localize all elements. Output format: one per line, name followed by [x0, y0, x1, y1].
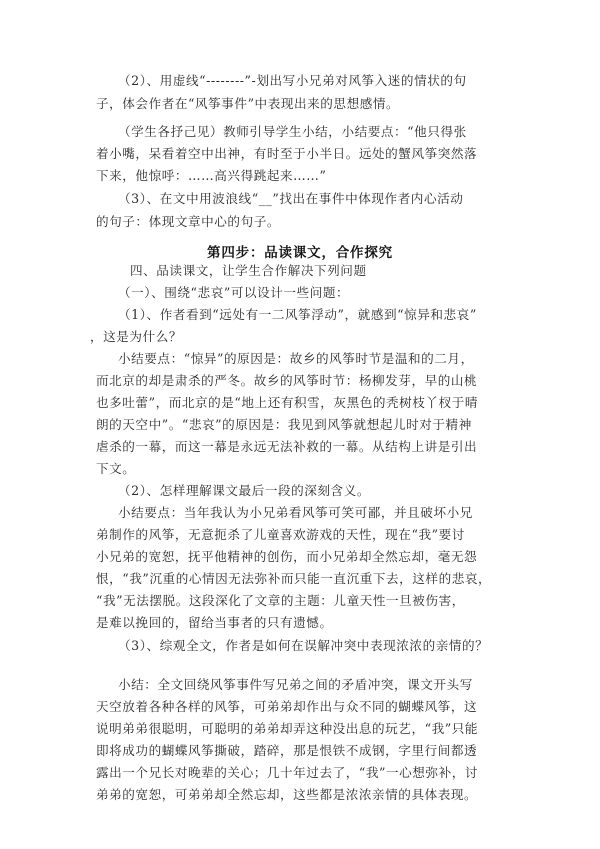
text-line: 朗的天空中”。“悲哀”的原因是：我见到风筝就想起儿时对于精神	[96, 417, 472, 432]
text-line: 下来，他惊呼：……高兴得跳起来……”	[96, 168, 327, 183]
text-line: （3）、在文中用波浪线“__”找出在事件中体现作者内心活动	[118, 191, 464, 206]
text-line: （1）、作者看到“远处有一二风筝浮动”，就感到“惊异和悲哀”	[118, 307, 477, 322]
text-line: 下文。	[96, 461, 136, 476]
text-line: 弟弟的宽恕，可弟弟却全然忘却，这些都是浓浓亲情的具体表现。	[96, 787, 478, 802]
text-line: 四、品读课文，让学生合作解决下列问题	[130, 263, 367, 278]
text-line: 小结要点：“惊异”的原因是：故乡的风筝时节是温和的二月，	[118, 351, 474, 366]
text-line: 小结要点：当年我认为小兄弟看风筝可笑可鄙，并且破坏小兄	[118, 505, 473, 520]
text-line: 的句子：体现文章中心的句子。	[96, 214, 281, 229]
text-line: （2）、用虚线“--------”-划出写小兄弟对风筝入迷的情状的句	[118, 73, 467, 88]
text-line: 是难以挽回的，留给当事者的只有遗憾。	[96, 615, 333, 630]
text-line: （学生各抒己见）教师引导学生小结，小结要点：“他只得张	[118, 124, 467, 139]
text-line: 着小嘴，呆看着空中出神，有时至于小半日。远处的蟹风筝突然落	[96, 146, 478, 161]
text-line: 弟制作的风筝，无意扼杀了儿童喜欢游戏的天性，现在“我”要讨	[96, 527, 465, 542]
text-line: 而北京的却是肃杀的严冬。故乡的风筝时节：杨柳发芽，早的山桃	[96, 373, 478, 388]
text-line: 小结：全文回绕风筝事件写兄弟之间的矛盾冲突，课文开头写	[118, 677, 473, 692]
text-line: 即将成功的蝴蝶风筝撕破，踏碎，那是恨铁不成钢，字里行间都透	[96, 743, 478, 758]
text-line: 露出一个兄长对晚辈的关心；几十年过去了，“我”一心想弥补，讨	[96, 765, 479, 780]
text-line: （一）、围绕“悲哀”可以设计一些问题：	[118, 285, 350, 300]
text-line: 说明弟弟很聪明，可聪明的弟弟却弄这种没出息的玩艺，“我”只能	[96, 721, 479, 736]
text-line: 虐杀的一幕，而这一幕是永远无法补救的一幕。从结构上讲是引出	[96, 439, 478, 454]
text-line: “我”无法摆脱。这段深化了文章的主题：儿童天性一旦被伤害，	[96, 593, 465, 608]
text-line: 恨，“我”沉重的心情因无法弥补而只能一直沉重下去，这样的悲哀，	[96, 571, 492, 586]
section-heading: 第四步：品读课文，合作探究	[207, 245, 393, 261]
text-line: （3）、综观全文，作者是如何在误解冲突中表现浓浓的亲情的？	[118, 638, 489, 653]
text-line: 小兄弟的宽恕，抚平他精神的创伤，而小兄弟却全然忘却，毫无怨	[96, 549, 478, 564]
text-line: 子，体会作者在“风筝事件”中表现出来的思想感情。	[96, 96, 400, 111]
text-line: 天空放着各种各样的风筝，可弟弟却作出与众不同的蝴蝶风筝，这	[96, 699, 478, 714]
text-line: （2）、怎样理解课文最后一段的深刻含义。	[118, 483, 370, 498]
text-line: ，这是为什么？	[90, 329, 183, 344]
text-line: 也多吐蕾”，而北京的是“地上还有积雪，灰黑色的秃树枝丫杈于晴	[96, 395, 479, 410]
